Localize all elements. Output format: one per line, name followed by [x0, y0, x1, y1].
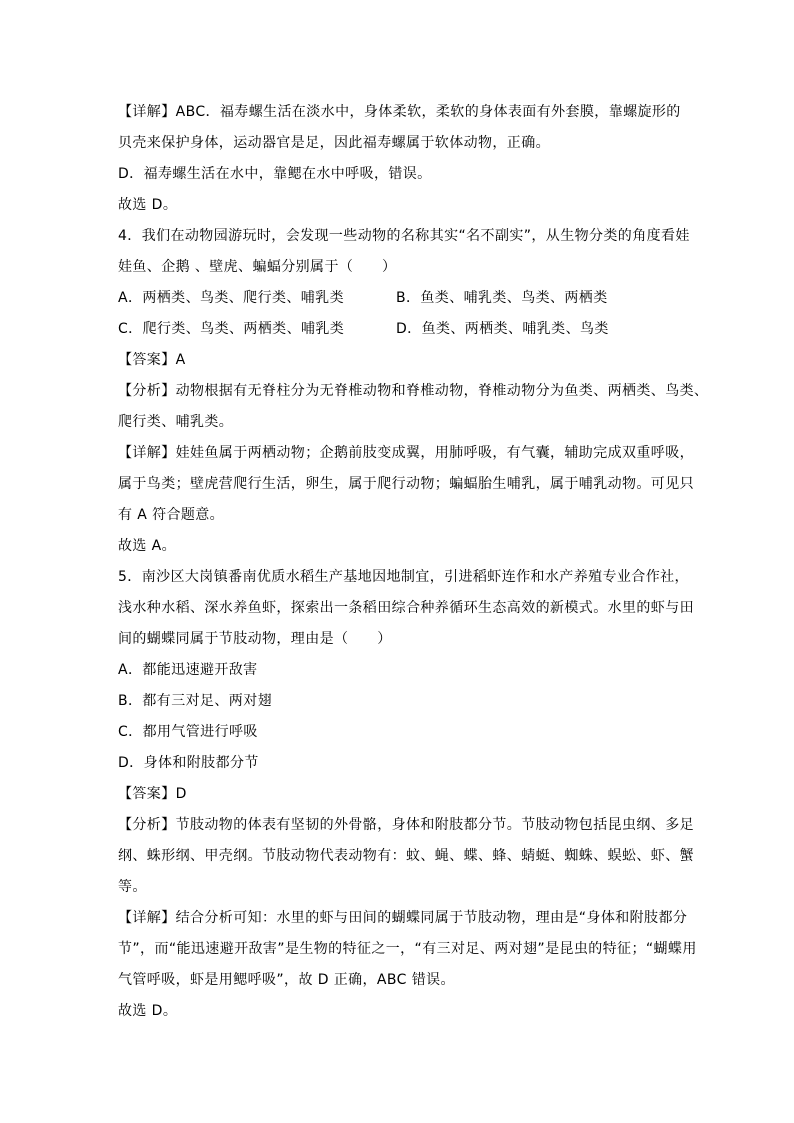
explanation-line: 气管呼吸，虾是用鳃呼吸”，故 D 正确，ABC 错误。 [118, 972, 455, 988]
explanation-line: 属于鸟类；壁虎营爬行生活，卵生，属于爬行动物；蝙蝠胎生哺乳，属于哺乳动物。可见只 [118, 476, 694, 492]
question-4-option-d: D．鱼类、两栖类、哺乳类、鸟类 [396, 321, 609, 337]
question-5-stem: 浅水种水稻、深水养鱼虾，探索出一条稻田综合种养循环生态高效的新模式。水里的虾与田 [118, 600, 694, 616]
question-4-stem: 娃鱼、企鹅 、壁虎、蝙蝠分别属于（ ） [118, 259, 397, 275]
answer-line: 【答案】D [118, 786, 187, 802]
question-4-option-b: B．鱼类、哺乳类、鸟类、两栖类 [396, 290, 608, 306]
analysis-line: 【分析】节肢动物的体表有坚韧的外骨骼，身体和附肢都分节。节肢动物包括昆虫纲、多足 [118, 817, 694, 833]
text-line: 贝壳来保护身体，运动器官是足，因此福寿螺属于软体动物，正确。 [118, 135, 550, 151]
analysis-line: 【分析】动物根据有无脊柱分为无脊椎动物和脊椎动物，脊椎动物分为鱼类、两栖类、鸟类、 [118, 383, 709, 399]
analysis-line: 纲、蛛形纲、甲壳纲。节肢动物代表动物有：蚊、蝇、蝶、蜂、蜻蜓、蜘蛛、蜈蚣、虾、蟹 [118, 848, 694, 864]
conclusion-line: 故选 D。 [118, 1003, 178, 1019]
explanation-line: 节”，而“能迅速避开敌害”是生物的特征之一，“有三对足、两对翅”是昆虫的特征；“蝴蝶用 [118, 941, 697, 957]
explanation-line: 有 A 符合题意。 [118, 507, 225, 523]
question-4-option-c: C．爬行类、鸟类、两栖类、哺乳类 [118, 321, 345, 337]
analysis-line: 等。 [118, 879, 147, 895]
question-5-stem: 间的蝴蝶同属于节肢动物，理由是（ ） [118, 631, 392, 647]
conclusion-line: 故选 A。 [118, 538, 177, 554]
question-5-option-c: C．都用气管进行呼吸 [118, 724, 258, 740]
question-5-option-d: D．身体和附肢都分节 [118, 755, 259, 771]
question-5-stem: 5．南沙区大岗镇番南优质水稻生产基地因地制宜，引进稻虾连作和水产养殖专业合作社， [118, 569, 689, 585]
text-line: D．福寿螺生活在水中，靠鳃在水中呼吸，错误。 [118, 166, 432, 182]
analysis-line: 爬行类、哺乳类。 [118, 414, 234, 430]
explanation-line: 【详解】结合分析可知：水里的虾与田间的蝴蝶同属于节肢动物，理由是“身体和附肢都分 [118, 910, 688, 926]
question-4-stem: 4．我们在动物园游玩时，会发现一些动物的名称其实“名不副实”，从生物分类的角度看娃 [118, 228, 690, 244]
explanation-line: 【详解】娃娃鱼属于两栖动物；企鹅前肢变成翼，用肺呼吸，有气囊，辅助完成双重呼吸， [118, 445, 694, 461]
text-line: 故选 D。 [118, 197, 178, 213]
question-4-option-a: A．两栖类、鸟类、爬行类、哺乳类 [118, 290, 344, 306]
answer-line: 【答案】A [118, 352, 186, 368]
question-5-option-a: A．都能迅速避开敌害 [118, 662, 258, 678]
text-line: 【详解】ABC．福寿螺生活在淡水中，身体柔软，柔软的身体表面有外套膜，靠螺旋形的 [118, 104, 681, 120]
question-5-option-b: B．都有三对足、两对翅 [118, 693, 273, 709]
